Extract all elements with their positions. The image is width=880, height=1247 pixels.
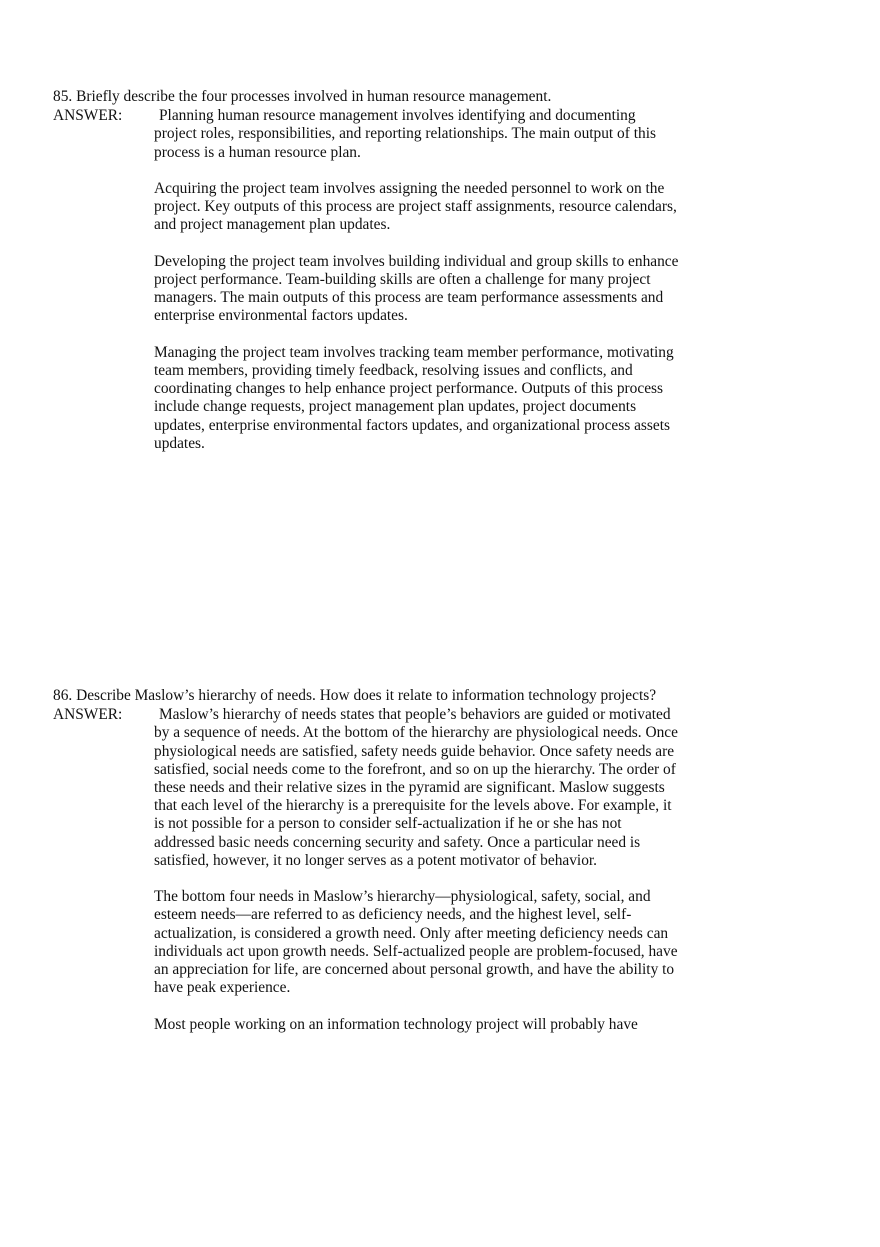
answer-label: ANSWER: xyxy=(53,107,123,125)
answer-paragraph: Acquiring the project team involves assigning the needed personnel to work on the project. Key outputs of this process are project staff assignments, resource calendars, and project management plan updates. xyxy=(154,180,677,234)
answer-paragraph: Developing the project team involves building individual and group skills to enhance project performance. Team-building skills are often a challenge for many project managers. The main outputs of this process are team performance assessments and enterprise environmental factors updates. xyxy=(154,252,679,325)
answer-block xyxy=(53,107,853,453)
answer-paragraph: Maslow’s hierarchy of needs states that people’s behaviors are guided or motivated by a sequence of needs. At the bottom of the hierarchy are physiological needs. Once physiological needs are satisfied, safety needs guide behavior. Once safety needs are satisfied, social needs come to the forefront, and so on up the hierarchy. The order of these needs and their relative sizes in the pyramid are significant. Maslow suggests that each level of the hierarchy is a prerequisite for the levels above. For example, it is not possible for a person to consider self-actualization if he or she has not addressed basic needs concerning security and safety. Once a particular need is satisfied, however, it no longer serves as a potent motivator of behavior. xyxy=(154,706,678,869)
answer-block xyxy=(53,706,853,1034)
answer-paragraph: Most people working on an information technology project will probably have xyxy=(154,1015,638,1033)
question-85 xyxy=(53,88,853,453)
answer-paragraph: Planning human resource management involves identifying and documenting project roles, responsibilities, and reporting relationships. The main output of this process is a human resource plan. xyxy=(154,107,656,161)
question-86 xyxy=(53,687,853,1034)
answer-body xyxy=(154,706,679,1034)
question-text: 85. Briefly describe the four processes involved in human resource management. xyxy=(53,88,552,105)
answer-paragraph: The bottom four needs in Maslow’s hierarchy—physiological, safety, social, and esteem needs—are referred to as deficiency needs, and the highest level, self-actualization, is considered a growth need. Only after meeting deficiency needs can individuals act upon growth needs. Self-actualized people are problem-focused, have an appreciation for life, are concerned about personal growth, and have the ability to have peak experience. xyxy=(154,888,678,997)
answer-label: ANSWER: xyxy=(53,706,123,724)
answer-paragraph: Managing the project team involves tracking team member performance, motivating team members, providing timely feedback, resolving issues and conflicts, and coordinating changes to help enhance project performance. Outputs of this process include change requests, project management plan updates, project documents updates, enterprise environmental factors updates, and organizational process assets updates. xyxy=(154,343,674,452)
question-text: 86. Describe Maslow’s hierarchy of needs. How does it relate to information technology projects? xyxy=(53,687,657,704)
answer-body xyxy=(154,107,679,453)
